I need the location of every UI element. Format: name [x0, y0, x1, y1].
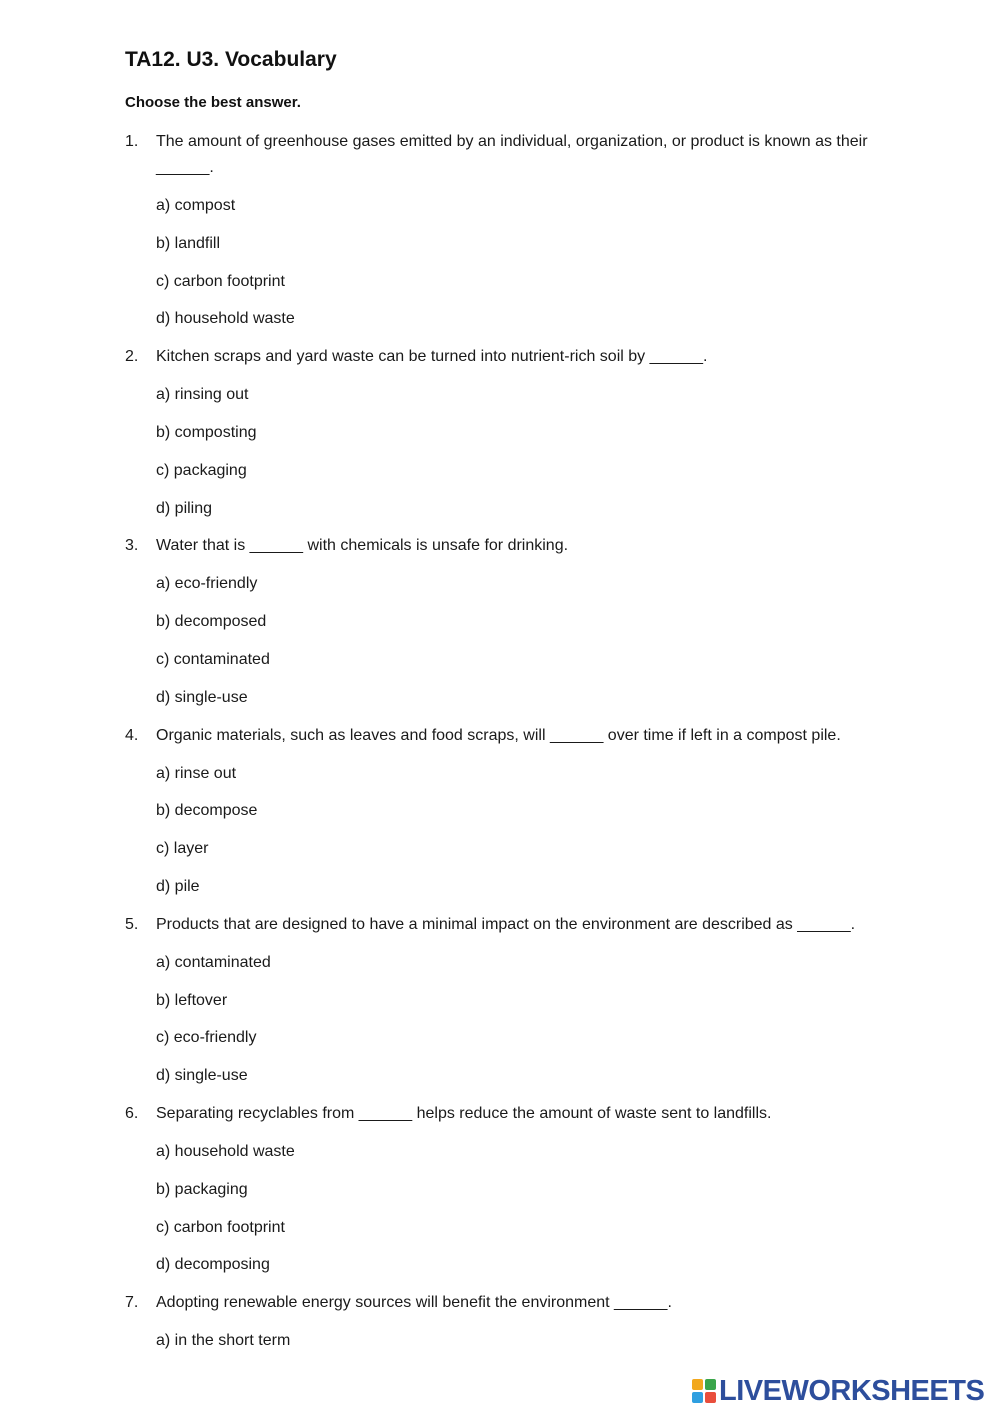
question-row	[125, 1101, 925, 1127]
instructions: Choose the best answer.	[125, 94, 301, 111]
question-number: 1.	[125, 133, 139, 150]
question-number: 2.	[125, 348, 139, 366]
worksheet-title: TA12. U3. Vocabulary	[125, 48, 337, 71]
question-list	[125, 129, 925, 1366]
answer-option[interactable]: d) single-use	[156, 1067, 248, 1085]
answer-option[interactable]: c) eco-friendly	[156, 1029, 257, 1047]
answer-option[interactable]: b) landfill	[156, 234, 221, 252]
question-text: Water that is ______ with chemicals is unsafe for drinking.	[156, 537, 569, 555]
question-row	[125, 129, 925, 181]
logo-tile-icon	[705, 1392, 716, 1403]
answer-option[interactable]: c) carbon footprint	[156, 272, 285, 290]
answer-option[interactable]: a) contaminated	[156, 953, 271, 971]
logo-tile-icon	[692, 1379, 703, 1390]
question-text: Products that are designed to have a minimal impact on the environment are described as ______.	[156, 915, 856, 933]
answer-option[interactable]: b) decomposed	[156, 613, 267, 631]
answer-option[interactable]: a) in the short term	[156, 1332, 291, 1350]
answer-option[interactable]: a) rinse out	[156, 764, 237, 782]
answer-option[interactable]: c) layer	[156, 840, 209, 858]
question-2	[125, 344, 925, 521]
question-number: 7.	[125, 1294, 139, 1312]
answer-option[interactable]: b) packaging	[156, 1180, 248, 1198]
question-row	[125, 344, 925, 370]
question-4	[125, 723, 925, 900]
answer-option[interactable]: a) household waste	[156, 1142, 295, 1160]
answer-options	[125, 1328, 925, 1354]
answer-option[interactable]: a) rinsing out	[156, 386, 249, 404]
question-row	[125, 912, 925, 938]
question-number: 3.	[125, 537, 139, 555]
answer-options	[125, 193, 925, 332]
logo-mark-icon	[692, 1379, 716, 1403]
question-7	[125, 1290, 925, 1354]
answer-option[interactable]: d) household waste	[156, 310, 295, 328]
answer-option[interactable]: a) eco-friendly	[156, 575, 258, 593]
answer-option[interactable]: c) carbon footprint	[156, 1218, 285, 1236]
answer-option[interactable]: b) decompose	[156, 802, 258, 820]
question-number: 4.	[125, 726, 139, 744]
question-row	[125, 533, 925, 559]
answer-option[interactable]: d) decomposing	[156, 1256, 270, 1274]
logo-text: LIVEWORKSHEETS	[719, 1375, 985, 1407]
answer-option[interactable]: a) compost	[156, 197, 236, 214]
answer-options	[125, 571, 925, 710]
liveworksheets-logo	[692, 1376, 984, 1406]
answer-option[interactable]: b) leftover	[156, 991, 228, 1009]
question-text: Kitchen scraps and yard waste can be turned into nutrient-rich soil by ______.	[156, 348, 708, 366]
question-3	[125, 533, 925, 710]
question-text: Organic materials, such as leaves and food scraps, will ______ over time if left in a compost pile.	[156, 726, 841, 744]
answer-option[interactable]: d) single-use	[156, 688, 248, 706]
logo-tile-icon	[705, 1379, 716, 1390]
answer-option[interactable]: d) piling	[156, 499, 213, 517]
logo-tile-icon	[692, 1392, 703, 1403]
answer-options	[125, 382, 925, 521]
question-6	[125, 1101, 925, 1278]
answer-option[interactable]: b) composting	[156, 423, 257, 441]
question-text: The amount of greenhouse gases emitted by an individual, organization, or product is known as their ______.	[156, 133, 868, 176]
question-5	[125, 912, 925, 1089]
answer-option[interactable]: c) contaminated	[156, 650, 270, 668]
question-text: Separating recyclables from ______ helps reduce the amount of waste sent to landfills.	[156, 1104, 772, 1122]
question-1	[125, 129, 925, 332]
question-number: 6.	[125, 1104, 139, 1122]
answer-option[interactable]: d) pile	[156, 877, 200, 895]
answer-options	[125, 761, 925, 900]
question-text: Adopting renewable energy sources will benefit the environment ______.	[156, 1294, 672, 1312]
question-row	[125, 1290, 925, 1316]
answer-options	[125, 950, 925, 1089]
answer-option[interactable]: c) packaging	[156, 461, 247, 479]
question-row	[125, 723, 925, 749]
answer-options	[125, 1139, 925, 1278]
question-number: 5.	[125, 915, 139, 933]
